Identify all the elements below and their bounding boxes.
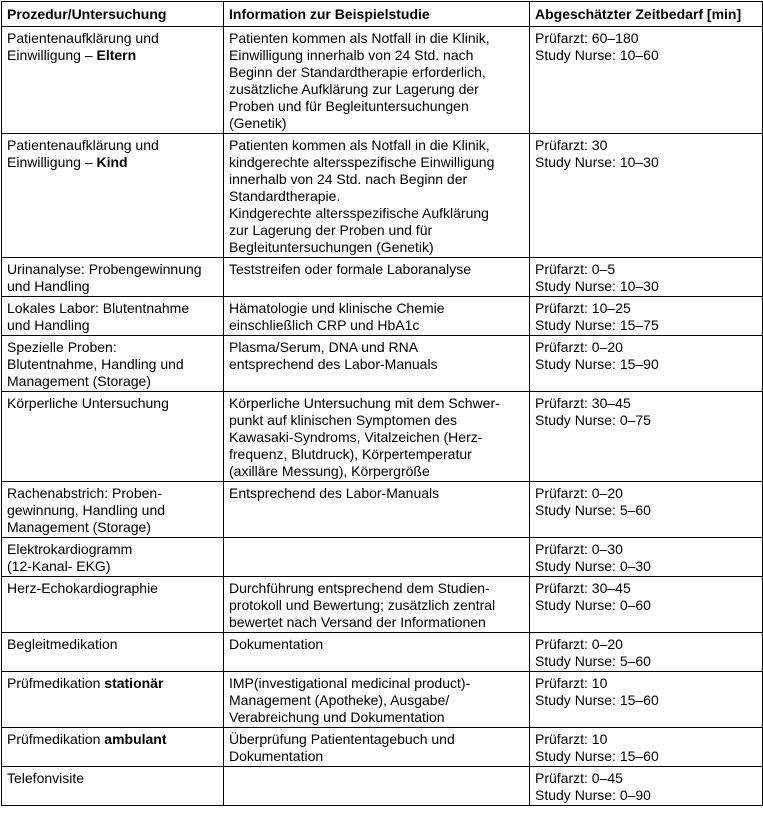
info-line: Verabreichung und Dokumentation	[229, 709, 445, 725]
procedure-cell	[2, 767, 224, 806]
time-line: Prüfarzt: 30–45	[535, 395, 631, 411]
procedure-line	[7, 502, 219, 519]
time-cell	[530, 258, 763, 297]
time-cell	[530, 392, 763, 482]
info-line: Kawasaki-Syndroms, Vitalzeichen (Herz-	[229, 429, 483, 445]
info-line: Beginn der Standardtherapie erforderlich,	[229, 64, 486, 80]
info-line: entsprechend des Labor-Manuals	[229, 356, 438, 372]
info-line: kindgerechte altersspezifische Einwilligung	[229, 154, 495, 170]
table-row	[2, 728, 763, 767]
procedure-text: Lokales Labor: Blutentnahme	[7, 300, 190, 316]
procedure-text: (12-Kanal- EKG)	[7, 558, 111, 574]
time-line: Study Nurse: 10–30	[535, 154, 659, 170]
info-line: protokoll und Bewertung; zusätzlich zentral	[229, 597, 496, 613]
procedure-line	[7, 30, 219, 47]
procedure-line	[7, 580, 219, 597]
info-cell	[224, 392, 530, 482]
info-line: Patienten kommen als Notfall in die Klinik,	[229, 137, 490, 153]
time-line: Study Nurse: 15–60	[535, 692, 659, 708]
info-cell	[224, 27, 530, 134]
info-line: Begleituntersuchungen (Genetik)	[229, 239, 434, 255]
time-line: Prüfarzt: 0–30	[535, 541, 623, 557]
table-row	[2, 134, 763, 258]
time-line: Prüfarzt: 60–180	[535, 30, 639, 46]
info-line: Standardtherapie.	[229, 188, 341, 204]
procedure-line	[7, 317, 219, 334]
procedure-line	[7, 519, 219, 536]
procedure-text: und Handling	[7, 278, 90, 294]
time-cell	[530, 297, 763, 336]
info-line: frequenz, Blutdruck), Körpertemperatur	[229, 446, 472, 462]
info-line: Entsprechend des Labor-Manuals	[229, 485, 440, 501]
time-line: Prüfarzt: 30	[535, 137, 608, 153]
procedure-text: Begleitmedikation	[7, 636, 118, 652]
procedure-text: Einwilligung –	[7, 47, 97, 63]
info-line: Einwilligung innerhalb von 24 Std. nach	[229, 47, 474, 63]
info-line: Teststreifen oder formale Laboranalyse	[229, 261, 472, 277]
procedure-line	[7, 373, 219, 390]
table-body	[2, 27, 763, 806]
table-row	[2, 297, 763, 336]
procedure-text: gewinnung, Handling und	[7, 502, 166, 518]
time-line: Study Nurse: 5–60	[535, 653, 651, 669]
header-procedure: Prozedur/Untersuchung	[2, 2, 224, 27]
info-line: einschließlich CRP und HbA1c	[229, 317, 420, 333]
info-line: Proben und für Begleituntersuchungen	[229, 98, 469, 114]
table-row	[2, 336, 763, 392]
info-line: (Genetik)	[229, 115, 287, 131]
info-cell	[224, 482, 530, 538]
info-line: Patienten kommen als Notfall in die Klinik,	[229, 30, 490, 46]
time-line: Prüfarzt: 10–25	[535, 300, 631, 316]
table-row	[2, 258, 763, 297]
procedure-text: Spezielle Proben:	[7, 339, 117, 355]
procedure-line	[7, 731, 219, 748]
table-row	[2, 392, 763, 482]
info-cell	[224, 728, 530, 767]
time-cell	[530, 728, 763, 767]
time-cell	[530, 633, 763, 672]
time-line: Prüfarzt: 10	[535, 731, 608, 747]
time-cell	[530, 336, 763, 392]
table-row	[2, 633, 763, 672]
time-line: Prüfarzt: 0–20	[535, 485, 623, 501]
info-cell	[224, 577, 530, 633]
procedure-emphasis: ambulant	[104, 731, 167, 747]
info-line: Hämatologie und klinische Chemie	[229, 300, 445, 316]
procedure-line	[7, 636, 219, 653]
table-row	[2, 767, 763, 806]
procedure-text: Rachenabstrich: Proben-	[7, 485, 162, 501]
procedure-text: Prüfmedikation	[7, 675, 105, 691]
procedure-line	[7, 558, 219, 575]
info-line: zur Lagerung der Proben und für	[229, 222, 433, 238]
procedure-cell	[2, 134, 224, 258]
procedure-cell	[2, 672, 224, 728]
procedure-cell	[2, 27, 224, 134]
procedure-line	[7, 47, 219, 64]
procedure-cell	[2, 538, 224, 577]
info-line: IMP(investigational medicinal product)-	[229, 675, 471, 691]
info-cell	[224, 767, 530, 806]
header-row	[2, 2, 763, 27]
info-cell	[224, 336, 530, 392]
procedure-line	[7, 300, 219, 317]
table-row	[2, 27, 763, 134]
info-line: zusätzliche Aufklärung zur Lagerung der	[229, 81, 479, 97]
header-time: Abgeschätzter Zeitbedarf [min]	[530, 2, 763, 27]
procedure-line	[7, 770, 219, 787]
procedure-line	[7, 339, 219, 356]
procedure-time-table	[1, 1, 763, 806]
procedure-line	[7, 356, 219, 373]
table-row	[2, 577, 763, 633]
procedure-line	[7, 395, 219, 412]
procedure-text: Management (Storage)	[7, 373, 151, 389]
time-line: Study Nurse: 0–90	[535, 787, 651, 803]
time-line: Study Nurse: 15–75	[535, 317, 659, 333]
procedure-emphasis: Kind	[96, 154, 128, 170]
procedure-line	[7, 261, 219, 278]
procedure-cell	[2, 482, 224, 538]
procedure-line	[7, 485, 219, 502]
procedure-text: Management (Storage)	[7, 519, 151, 535]
table-row	[2, 538, 763, 577]
procedure-cell	[2, 577, 224, 633]
info-line: Plasma/Serum, DNA und RNA	[229, 339, 419, 355]
time-line: Prüfarzt: 10	[535, 675, 608, 691]
info-line: Dokumentation	[229, 748, 324, 764]
procedure-text: Telefonvisite	[7, 770, 85, 786]
info-line: innerhalb von 24 Std. nach Beginn der	[229, 171, 468, 187]
procedure-emphasis: stationär	[104, 675, 164, 691]
table-row	[2, 672, 763, 728]
procedure-text: Herz-Echokardiographie	[7, 580, 158, 596]
procedure-line	[7, 154, 219, 171]
time-cell	[530, 27, 763, 134]
info-line: Dokumentation	[229, 636, 324, 652]
time-cell	[530, 538, 763, 577]
info-line: punkt auf klinischen Symptomen des	[229, 412, 458, 428]
time-line: Prüfarzt: 0–20	[535, 339, 623, 355]
time-line: Study Nurse: 0–60	[535, 597, 651, 613]
info-line: Körperliche Untersuchung mit dem Schwer-	[229, 395, 500, 411]
time-line: Study Nurse: 10–60	[535, 47, 659, 63]
info-cell	[224, 258, 530, 297]
info-cell	[224, 672, 530, 728]
time-line: Study Nurse: 15–90	[535, 356, 659, 372]
time-cell	[530, 577, 763, 633]
info-cell	[224, 134, 530, 258]
time-cell	[530, 767, 763, 806]
procedure-text: Elektrokardiogramm	[7, 541, 133, 557]
info-cell	[224, 633, 530, 672]
procedure-text: Körperliche Untersuchung	[7, 395, 169, 411]
procedure-cell	[2, 297, 224, 336]
time-line: Prüfarzt: 30–45	[535, 580, 631, 596]
info-line: Durchführung entsprechend dem Studien-	[229, 580, 490, 596]
procedure-text: Urinanalyse: Probengewinnung	[7, 261, 202, 277]
header-info: Information zur Beispielstudie	[224, 2, 530, 27]
info-line: (axilläre Messung), Körpergröße	[229, 463, 430, 479]
time-line: Study Nurse: 5–60	[535, 502, 651, 518]
info-line: Überprüfung Patiententagebuch und	[229, 731, 455, 747]
procedure-cell	[2, 728, 224, 767]
procedure-emphasis: Eltern	[96, 47, 137, 63]
procedure-text: und Handling	[7, 317, 90, 333]
procedure-text: Patientenaufklärung und	[7, 137, 159, 153]
table-row	[2, 482, 763, 538]
procedure-cell	[2, 336, 224, 392]
time-line: Study Nurse: 15–60	[535, 748, 659, 764]
time-line: Prüfarzt: 0–20	[535, 636, 623, 652]
info-cell	[224, 538, 530, 577]
procedure-cell	[2, 633, 224, 672]
procedure-text: Prüfmedikation	[7, 731, 105, 747]
procedure-line	[7, 278, 219, 295]
procedure-line	[7, 137, 219, 154]
procedure-text: Patientenaufklärung und	[7, 30, 159, 46]
procedure-cell	[2, 392, 224, 482]
time-cell	[530, 672, 763, 728]
time-line: Study Nurse: 0–75	[535, 412, 651, 428]
time-line: Study Nurse: 0–30	[535, 558, 651, 574]
info-line: bewertet nach Versand der Informationen	[229, 614, 486, 630]
time-line: Prüfarzt: 0–5	[535, 261, 616, 277]
info-line: Management (Apotheke), Ausgabe/	[229, 692, 450, 708]
procedure-cell	[2, 258, 224, 297]
procedure-line	[7, 541, 219, 558]
procedure-text: Einwilligung –	[7, 154, 97, 170]
time-line: Prüfarzt: 0–45	[535, 770, 623, 786]
procedure-line	[7, 675, 219, 692]
procedure-text: Blutentnahme, Handling und	[7, 356, 184, 372]
info-cell	[224, 297, 530, 336]
time-cell	[530, 482, 763, 538]
time-line: Study Nurse: 10–30	[535, 278, 659, 294]
info-line: Kindgerechte altersspezifische Aufklärung	[229, 205, 489, 221]
time-cell	[530, 134, 763, 258]
